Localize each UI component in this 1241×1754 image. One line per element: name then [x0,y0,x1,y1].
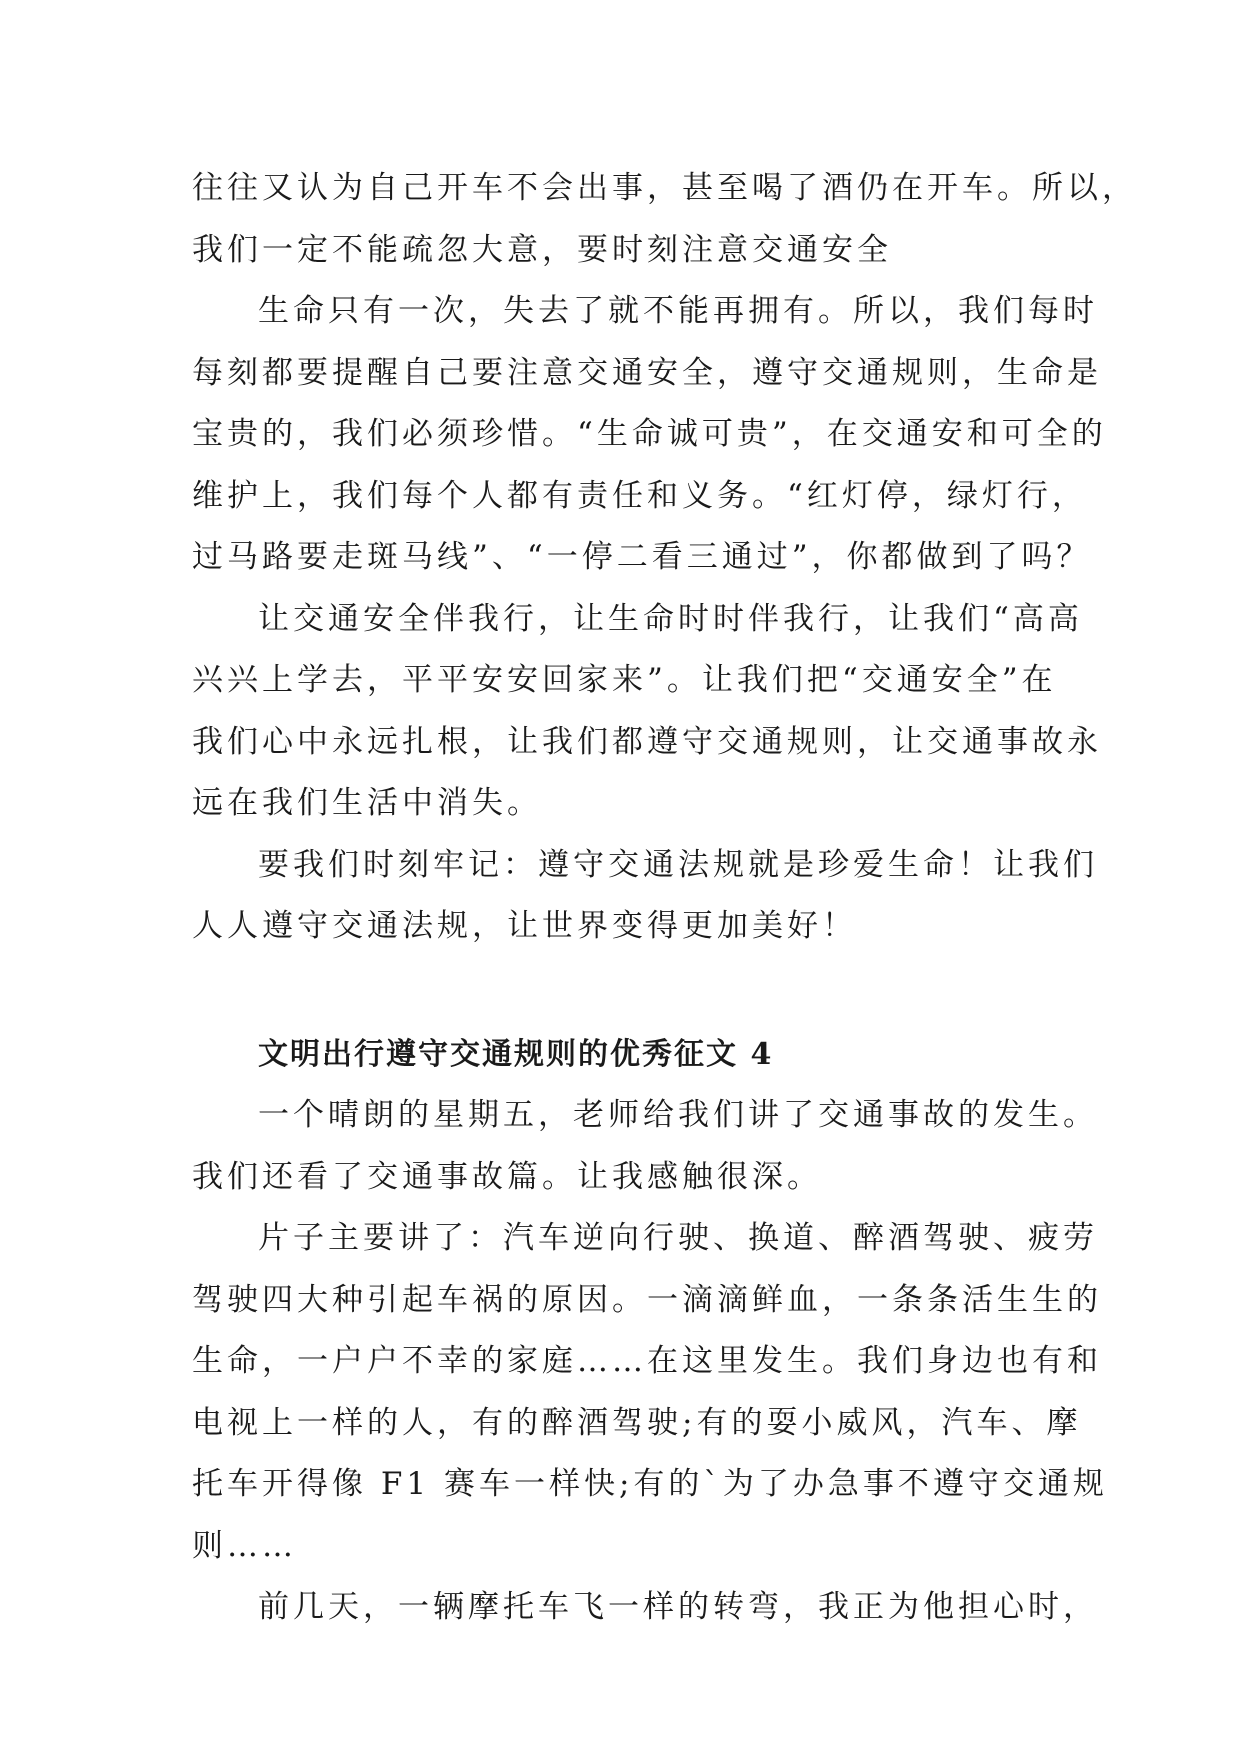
paragraph-motorcycle [192,1577,1098,1639]
text-line: 要我们时刻牢记：遵守交通法规就是珍爱生命！让我们 [258,846,1098,883]
text-line: 生命，一户户不幸的家庭……在这里发生。我们身边也有和 [192,1343,1102,1379]
text-line: 我们一定不能疏忽大意，要时刻注意交通安全 [192,231,892,268]
text-line: 一个晴朗的星期五，老师给我们讲了交通事故的发生。 [258,1097,1098,1133]
text-line: 我们心中永远扎根，让我们都遵守交通规则，让交通事故永 [192,723,1102,760]
section-heading: 文明出行遵守交通规则的优秀征文 4 [258,1036,774,1072]
document-body [192,158,1137,1639]
text-line: 宝贵的，我们必须珍惜。“生命诚可贵”，在交通安和可全的 [192,416,1107,452]
section-gap [192,958,1072,1024]
text-line: 生命只有一次，失去了就不能再拥有。所以，我们每时 [258,293,1098,329]
text-line: 前几天，一辆摩托车飞一样的转弯，我正为他担心时， [258,1589,1098,1625]
text-line: 远在我们生活中消失。 [192,785,542,821]
paragraph-friday [192,1085,1098,1208]
paragraph-life-once [192,281,1107,589]
text-line: 则…… [192,1527,297,1564]
text-line: 片子主要讲了：汽车逆向行驶、换道、醉酒驾驶、疲劳 [258,1220,1098,1256]
text-line: 过马路要走斑马线”、“一停二看三通过”，你都做到了吗？ [192,539,1092,575]
paragraph-film [192,1208,1108,1577]
text-line: 往往又认为自己开车不会出事，甚至喝了酒仍在开车。所以， [192,170,1137,206]
text-line: 人人遵守交通法规，让世界变得更加美好！ [192,908,857,944]
text-line: 电视上一样的人，有的醉酒驾驶;有的耍小威风，汽车、摩 [192,1404,1082,1441]
paragraph-safety-with-me [192,589,1102,835]
text-line: 驾驶四大种引起车祸的原因。一滴滴鲜血，一条条活生生的 [192,1281,1102,1318]
text-line: 我们还看了交通事故篇。让我感触很深。 [192,1158,822,1195]
text-line: 托车开得像 F1 赛车一样快;有的`为了办急事不遵守交通规 [192,1466,1108,1502]
text-line: 每刻都要提醒自己要注意交通安全，遵守交通规则，生命是 [192,354,1102,391]
text-line: 让交通安全伴我行，让生命时时伴我行，让我们“高高 [258,600,1083,637]
text-line: 维护上，我们每个人都有责任和义务。“红灯停，绿灯行， [192,477,1087,514]
paragraph-continuation [192,158,1137,281]
paragraph-remember [192,835,1098,958]
text-line: 兴兴上学去，平平安安回家来”。让我们把“交通安全”在 [192,662,1057,698]
